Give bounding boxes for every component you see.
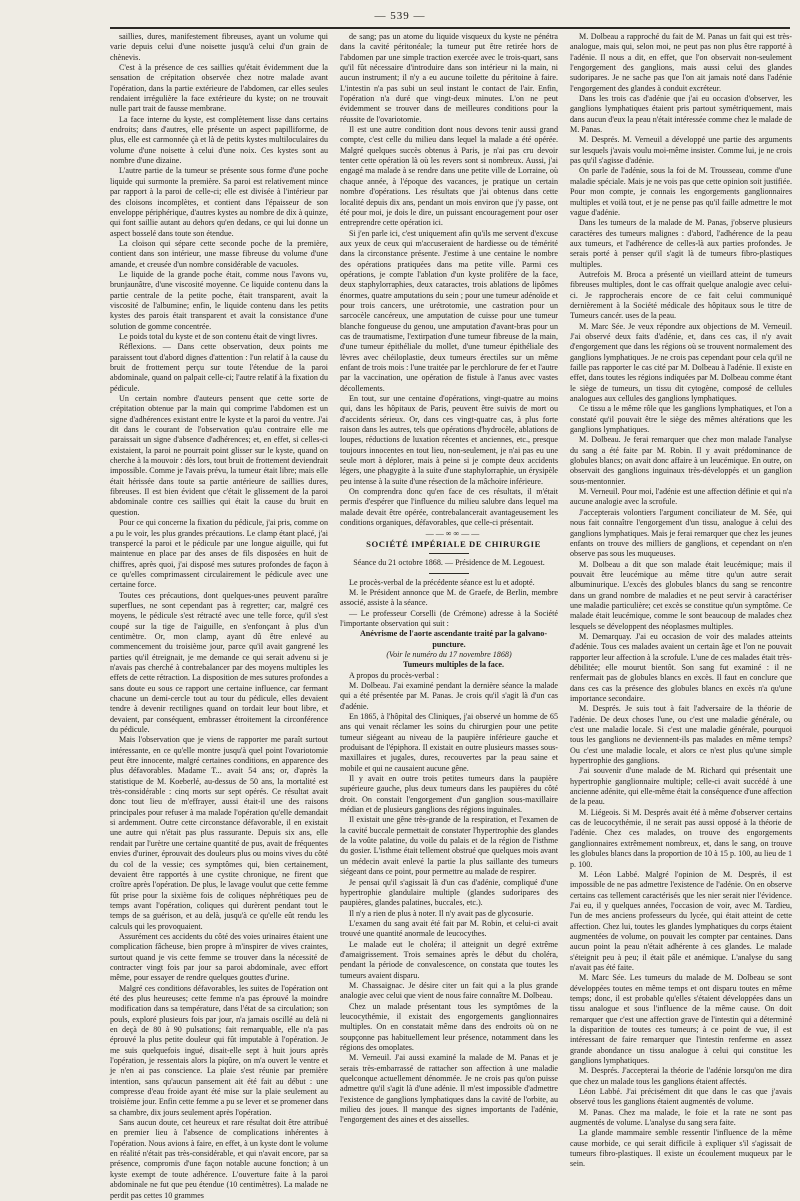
paragraph: Il y avait en outre trois petites tumeurs dans la paupière supérieure gauche, plus deux tumeurs dans les paupières du côté droit. On constait l'engorgement d'un ganglion sous-maxillaire médian et de plusieurs ganglions des régions inguinales. [340, 774, 558, 815]
session-line: Séance du 21 octobre 1868. — Présidence de M. Legouest. [353, 558, 545, 568]
paragraph: Pour ce qui concerne la fixation du pédicule, j'ai pris, comme on a pu le voir, les plus grandes précautions. Le clamp étant placé, j'ai transpercé la paroi et le pédicule par une longue aiguille, qui fut maintenue en place par des anses de fils disposées en huit de chiffres, après quoi, j'ai disposé mes sutures profondes de façon à ce qu'elles comprimassent circulairement le pédicule avec une certaine force. [110, 518, 328, 590]
paragraph: Le malade eut le choléra; il atteignit un degré extrême d'amaigrissement. Trois semaines après le début du choléra, pendant la période de convalescence, on constata que toutes les tumeurs avaient disparu. [340, 939, 558, 980]
paragraph: de sang; pas un atome du liquide visqueux du kyste ne pénétra dans la cavité péritonéale; la tumeur put être retirée hors de l'abdomen par une simple traction exercée avec le trois-quart, sans qu'il fût nécessaire d'introduire dans son intérieur ni la main, ni aucun instrument; il n'y a eu aucune toilette du péritoine à faire. L'intestin n'a pas subi un seul instant le contact de l'air. Enfin, l'opération n'a duré que vingt-deux minutes. L'on ne peut évidemment se trouver dans de meilleures conditions pour la réussite de l'ovariotomie. [340, 32, 558, 124]
heading-rule [429, 553, 469, 554]
paragraph: Assurément ces accidents du côté des voies urinaires étaient une complication fâcheuse, bien propre à m'inspirer de vives craintes, surtout quand je vis cette femme se trouver dans la nécessité de contracter vingt fois par jour sa paroi abdominale, avec effort même, pour essayer de rendre quelques gouttes d'urine. [110, 931, 328, 983]
paragraph: Un certain nombre d'auteurs pensent que cette sorte de crépitation obtenue par la main qui comprime l'abdomen est un signe d'adhérences existant entre le kyste et la paroi du ventre. J'ai dit dans le courant de l'observation qu'au contraire elle me paraissait un signe d'absence d'adhérences; et, en effet, si celles-ci existaient, la paroi ne pourrait point glisser sur le kyste, quand on cherche à la mouvoir : dès lors, tout bruit de frottement deviendrait impossible. Comme je l'avais prévu, la tumeur était libre; mais elle était hérissée dans toute sa partie antérieure de saillies dures, fibreuses. Il est bien évident que c'était le glissement de la paroi abdominale contre ces saillies qui était la cause du bruit en question. [110, 394, 328, 517]
paragraph: Je pensai qu'il s'agissait là d'un cas d'adénie, compliqué d'une hypertrophie glandulaire multiple (glandes sudoripares des paupières, glandes palatines, buccales, etc.). [340, 877, 558, 908]
paragraph: Réflexions. — Dans cette observation, deux points me paraissent tout d'abord dignes d'attention : l'un relatif à la cause du bruit de frottement perçu sur toute l'étendue de la paroi abdominale, quand on palpait celle-ci; l'autre relatif à la fixation du pédicule. [110, 342, 328, 393]
paragraph: Dans les trois cas d'adénie que j'ai eu occasion d'observer, les ganglions lymphatiques étaient pris partout symétriquement, mais dans aucun d'eux la peau n'était intéressée comme chez le malade de M. Panas. [570, 94, 792, 135]
column-right [570, 32, 792, 1170]
paragraph: Léon Labbé. J'ai précisément dit que dans le cas que j'avais observé tous les ganglions étaient augmentés de volume. [570, 1087, 792, 1107]
paragraph: La glande mammaire semble ressentir l'influence de la même cause morbide, ce qui serait difficile à expliquer s'il s'agissait de tumeurs fibro-plastiques. Il existe un écoulement muqueux par le sein. [570, 1128, 792, 1169]
paragraph: Si j'en parle ici, c'est uniquement afin qu'ils me servent d'excuse aux yeux de ceux qui m'accuseraient de hardiesse ou de témérité dans la circonstance présente. J'estime à une centaine le nombre des opérations pratiquées dans ma petite ville. Parmi ces opérations, je compte l'ablation d'un kyste prolifère de la face, deux staphylorraphies, deux cataractes, trois ablations de lipômes énormes, quatre amputations du sein ; pour une tumeur adénoïde et pour trois cancers, une urétrotomie, une castration pour un sarcocèle cancéreux, une amputation de cuisse pour une tumeur blanche fongueuse du genou, une amputation d'avant-bras pour un cas de traumatisme, l'extirpation d'une tumeur fibreuse de la main, d'une tumeur épithéliale du mollet, d'une tumeur épithéliale des lèvres avec chéiloplastie, deux tumeurs érectiles sur un même enfant de trois mois : l'une traitée par le perchlorure de fer et l'autre par la vaccination, une opération de fistule à l'anus avec vastes décollements. [340, 228, 558, 393]
paragraph: On parle de l'adénie, sous la foi de M. Trousseau, comme d'une maladie spéciale. Mais je ne vois pas que cette opinion soit justifiée. Pour mon compte, je connais les engorgements ganglionnaires multiples et voilà tout, et je ne pense pas qu'il faille admettre le mot vague d'adénie. [570, 166, 792, 217]
paragraph: A propos du procès-verbal : [349, 670, 439, 680]
paragraph: M. Dolbeau. Je ferai remarquer que chez mon malade l'analyse du sang a été faite par M. Robin. Il y avait prédominance de globules blancs; on avait donc affaire à un leucémique. En outre, on observait des ganglions inguinaux très-développés et un ganglion sous-mentonnier. [570, 435, 792, 486]
society-heading: SOCIÉTÉ IMPÉRIALE DE CHIRURGIE [366, 538, 541, 549]
article-continuation [340, 32, 558, 529]
paragraph: Autrefois M. Broca a présenté un vieillard atteint de tumeurs fibreuses multiples, dont le cas offrait quelque analogie avec celui-ci. Je rapprocherais encore de ce fait celui communiqué dernièrement à la Société médicale des hôpitaux sous le titre de Tumeurs cancér. uses de la peau. [570, 269, 792, 321]
paragraph: Le poids total du kyste et de son contenu était de vingt livres. [119, 331, 318, 341]
aneurysm-heading: Anévrisme de l'aorte ascendante traité par la galvano-puncture. [359, 629, 548, 649]
tumors-heading: Tumeurs multiples de la face. [402, 660, 505, 670]
paragraph: Sans aucun doute, cet heureux et rare résultat doit être attribué en premier lieu à l'absence de complications inhérentes à l'opération. Nous avions à faire, en effet, à un kyste dont le volume en réalité n'était pas très-considérable, et qui n'avait encore, par sa présence, compromis d'une façon notable aucune fonction; à un kyste exempt de toute adhérence. L'ouverture faite à la paroi abdominale ne fut que peu étendue (10 centimètres). La malade ne perdit pas cettes 10 grammes [110, 1118, 328, 1200]
paragraph: Toutes ces précautions, dont quelques-unes peuvent paraître superflues, ne sont cependant pas à regretter; car, malgré ces moyens, le pédicule s'est rétracté avec une telle force, qu'il s'est coupé sur la tige de l'aiguille, en s'enfonçant à plus d'un centimètre. Or, mon clamp, ayant dû être enlevé au commencement du troisième jour, parce qu'il avait gangrené les parties qu'il étreignait, je me demande ce qui serait advenu si je n'avais pas cherché à contrebalancer par des moyens multiples les effets de cette rétraction. La disposition de mes sutures profondes a sans doute eu sous ce rapport une certaine influence, car fermant chacune un demi-cercle tout au tour du pédicule, elles devaient tendre à devenir rectilignes quand on tordait leur bout libre, et devaient, par conséquent, embrasser étroitement la circonférence du pédicule. [110, 590, 328, 735]
paragraph: M. Marc Sée. Les tumeurs du malade de M. Dolbeau se sont développées toutes en même temps et ont disparu toutes en même temps; donc, il est probable qu'elles s'étaient développées dans un tissu analogue et sous l'influence de la même cause. On doit remarquer que c'est une affection grave de l'intestin qui a déterminé la disparition de toutes ces tumeurs; à ce point de vue, il est intéressant de faire remarquer que l'intestin renferme en assez grande abondance un tissu analogue à celui qui constitue les ganglions lymphatiques. [570, 973, 792, 1066]
aneurysm-reference: (Voir le numéro du 17 novembre 1868) [386, 649, 512, 659]
paragraph: M. Dolbeau a dit que son malade était leucémique; mais il pouvait être leucémique au même titre qu'un autre serait albuminurique. L'excès des globules blancs du sang se rencontre dans un grand nombre de maladies et ne peut servir à caractériser une maladie particulière; cet excès se constitue qu'un symptôme. Ce malade était leucémique, comme le sont beaucoup de malades chez lesquels se développent des néoplasmes multiples. [570, 559, 792, 631]
paragraph: L'examen du sang avait été fait par M. Robin, et celui-ci avait trouvé une quantité anormale de leucocythes. [340, 918, 558, 939]
section-separator: ——∞∞—— [425, 528, 482, 538]
paragraph: saillies, dures, manifestement fibreuses, ayant un volume qui varie depuis celui d'une noisette jusqu'à celui d'un grain de chènevis. [110, 32, 328, 62]
paragraph: M. Léon Labbé. Malgré l'opinion de M. Després, il est impossible de ne pas admettre l'existence de l'adénie. On en observe certains cas tellement caractérisés que les nier serait nier l'évidence. J'ai eu, il y quelques années, l'occasion de voir, avec M. Tardieu, l'un de mes anciens professeurs du lycée, qui était atteint de cette affection. Chez lui, toutes les glandes lymphatiques du corps étaient augmentées de volume, on pouvait les compter par centaines. Dans aucun point la peau n'était adhérente à ces glandes. Le malade s'éteignit peu à peu; il était pâle et anémique. L'analyse du sang n'avait pas été faite. [570, 869, 792, 972]
paragraph: En 1865, à l'hôpital des Cliniques, j'ai observé un homme de 65 ans qui venait réclamer les soins du chirurgien pour une petite tumeur siégeant au niveau de la paupière inférieure gauche et produisant de l'épiphora. Il existait en outre plusieurs masses sous-maxillaires et jugales, dures, recouvertes par la peau saine et mobile et qui ne causaient aucune gêne. [340, 712, 558, 773]
paragraph: M. Chassaignac. Je désire citer un fait qui a la plus grande analogie avec celui que vient de nous faire connaître M. Dolbeau. [340, 980, 558, 1001]
paragraph: La cloison qui sépare cette seconde poche de la première, contient dans son intérieur, une masse fibreuse du volume d'une amande, et creusée d'un nombre considérable de vacuoles. [110, 238, 328, 269]
header-rule [110, 27, 790, 29]
paragraph: Chez un malade présentant tous les symptômes de la leucocythémie, il existait des engorgements ganglionnaires multiples. On en constatait même dans des endroits où on ne soupçonne pas habituellement leur présence, notamment dans les régions des omoplates. [340, 1001, 558, 1052]
tumors-discussion [340, 671, 558, 1126]
paragraph: Il est une autre condition dont nous devons tenir aussi grand compte, c'est celle du milieu dans lequel la malade a été opérée. Malgré quelques succès obtenus à Paris, je n'ai pas cru devoir tenter cette opération là où les revers sont si nombreux. Aussi, j'ai engagé ma malade à se rendre dans une petite ville de Lorraine, où chaque année, à l'époque des vacances, je pratique un certain nombre d'opérations. Les résultats que j'ai obtenus dans cette localité depuis dix ans, pendant un mois environ que j'y passe, ont été pour moi, je dois le dire, un puissant encouragement pour oser entreprendre cette opération ici. [340, 125, 558, 228]
paragraph: Dans les tumeurs de la malade de M. Panas, j'observe plusieurs caractères des tumeurs malignes : d'abord, l'adhérence de la peau aux tumeurs, et l'adhérence de celles-là aux parties profondes. Je serais porté à penser qu'il s'agit là de tumeurs fibro-plastiques multiples. [570, 218, 792, 269]
paragraph: M. Panas. Chez ma malade, le foie et la rate ne sont pas augmentés de volume. L'analyse du sang sera faite. [570, 1107, 792, 1128]
paragraph: En tout, sur une centaine d'opérations, vingt-quatre au moins qui, dans les hôpitaux de Paris, peuvent être suivis de mort ou d'accidents sérieux. Or, dans ces vingt-quatre cas, à plus forte raison dans les autres, tels que opérations d'hydrocèle, ablations de loupes, réductions de luxation récentes et anciennes, etc., presque toujours innocentes en tout lieu, non-seulement, je n'ai pas eu une seule mort à déplorer, mais à peine si je compte deux accidents légers, une phagygite à la suite d'une staphylorraphie, un érysipèle peu intense à la suite d'une résection de la mâchoire inférieure. [340, 394, 558, 486]
paragraph: C'est à la présence de ces saillies qu'était évidemment due la sensation de crépitation observée chez notre malade avant l'opération, dans la partie extérieure de l'abdomen, car elles seules rendaient irrégulière la face extérieure du kyste; on ne trouvait nulle part trait de fausse membrane. [110, 63, 328, 114]
paragraph: M. Liégeois. Si M. Després avait été à même d'observer certains cas de leucocythémie, il ne serait pas aussi opposé à la théorie de l'adénie. Chez ces malades, on trouve des engorgements ganglionnaires extrêmement nombreux, et, dans le sang, on trouve les globules blancs dans la proportion de 10 à 15 p. 100, au lieu de 1 p. 100. [570, 807, 792, 869]
paragraph: M. Verneuil. Pour moi, l'adénie est une affection définie et qui n'a aucune analogie avec la scrofule. [570, 487, 792, 507]
paragraph: Le liquide de la grande poche était, comme nous l'avons vu, brunjaunâtre, d'une viscosité moyenne. Ce liquide contenu dans la partie centrale de la petite poche, était transparent, avait la viscosité de l'albumine; enfin, le liquide contenu dans les petits kystes des parois était transparent et avait la consistance d'une solution de gomme concentrée. [110, 269, 328, 331]
session-paragraphs [340, 578, 558, 630]
paragraph: J'accepterais volontiers l'argument conciliateur de M. Sée, qui nous fait connaître l'engorgement d'un tissu, analogue à celui des ganglions lymphatiques. Mais je ferai remarquer que chez les jeunes enfants on trouve des milliers de ganglions, et cependant on n'en observe pas sous les muqueuses. [570, 507, 792, 559]
paragraph: Le procès-verbal de la précédente séance est lu et adopté. [349, 577, 535, 587]
paragraph: M. Dolbeau. J'ai examiné pendant la dernière séance la malade qui a été présentée par M. Panas. Je crois qu'il s'agit là d'un cas d'adénie. [340, 680, 558, 711]
paragraph: M. Després. M. Verneuil a développé une partie des arguments sur lesquels j'avais voulu moi-même insister. Comme lui, je ne crois pas qu'il s'agisse d'adénie. [570, 135, 792, 166]
paragraph: La face interne du kyste, est complètement lisse dans certains endroits; dans d'autres, elle présente un aspect papilliforme, de plus, elle est carmonnée çà et là de petits kystes multiloculaires du volume d'une noisette à celui d'une noix. Ces kystes sont au nombre d'une dizaine. [110, 114, 328, 166]
paragraph: L'autre partie de la tumeur se présente sous forme d'une poche liquide qui surmonte la première. Sa paroi est relativement mince par rapport à la paroi de celle-ci; elle est divisée à l'intérieur par des cloisons incomplètes, et contient dans l'épaisseur de son enveloppe périphérique, d'autres kystes au nombre de dix à quinze, qui font saillie autant au dehors qu'en dedans, ce qui lui donne un aspect bosselé dans toute son étendue. [110, 166, 328, 238]
paragraph: M. Verneuil. J'ai aussi examiné la malade de M. Panas et je serais très-embarrassé de rattacher son affection à une maladie quelconque actuellement dénommée. Je ne crois pas qu'on puisse admettre qu'il s'agit là d'une adénie. Il m'est impossible d'admettre l'existence de ganglions lymphatiques dans la cavité de l'orbite, au milieu des joues. Il manque des signes importants de l'adénie, l'engorgement des aines et des aisselles. [340, 1053, 558, 1125]
paragraph: M. le Président annonce que M. de Graefe, de Berlin, membre associé, assiste à la séance. [340, 587, 558, 608]
paragraph: Malgré ces conditions défavorables, les suites de l'opération ont été des plus heureuses; cette femme n'a pas éprouvé la moindre modification dans sa température, dans l'état de sa circulation; son pouls, exploré plusieurs fois par jour, n'a jamais oscillé au delà ni en deçà de 80 à 90 pulsations; fait remarquable, elle n'a pas éprouvé la plus petite douleur qui fût imputable à l'opération. Je me suis quelquefois ingué, disait-elle sept à huit jours après l'opération, je ressentais alors la piqûre, on m'a ouvert le ventre et je n'en ai pas conscience. La plaie s'est réunie par première intention, sans qu'aucun pansement ait été fait au début : une compresse d'eau froide ayant été mise sur la plaie seulement au troisième jour. Enfin cette femme a pu se lever et se promener dans sa chambre, dix jours seulement après l'opération. [110, 983, 328, 1117]
paragraph: M. Demarquay. J'ai eu occasion de voir des malades atteints d'adénie. Tous ces malades avaient un certain âge et l'on ne pouvait rapporter leur affection à la scrofule. L'une de ces malades était très-débilitée; elle mourut bientôt. Son sang fut examiné : il ne renfermait pas de globules blancs en excès. Il faut en conclure que dans ces cas la présence des globules blancs en excès n'a qu'une importance secondaire. [570, 631, 792, 703]
column-left [110, 32, 328, 1200]
paragraph: J'ai souvenir d'une malade de M. Richard qui présentait une hypertrophie ganglionnaire multiple; celle-ci avait succédé à une ancienne adénite, qui elle-même était la conséquence d'une affection de la peau. [570, 766, 792, 807]
paragraph: On comprendra donc qu'en face de ces résultats, il m'était permis d'espérer que l'influence du milieu salubre dans lequel ma malade devait être opérée, contrebalancerait avantageusement les conditions organiques, défavorables, que celle-ci présentait. [340, 487, 558, 528]
paragraph: Ce tissu a le même rôle que les ganglions lymphatiques, et l'on a constaté qu'il pouvait être le siège des mêmes altérations que les ganglions lymphatiques. [570, 404, 792, 435]
paragraph: M. Marc Sée. Je veux répondre aux objections de M. Verneuil. J'ai observé deux faits d'adénie, et, dans ces cas, il n'y avait d'engorgement que dans les régions où se trouvent normalement des ganglions lymphatiques. Je ne crois pas cependant pour cela qu'il ne faille pas rapporter le cas cité par M. Dolbeau à l'adénie. Il existe en effet, dans toutes les régions indiquées par M. Dolbeau comme étant le siège de tumeurs, un tissu dit cytogène, composé de cellules analogues aux cellules des ganglions lymphatiques. [570, 321, 792, 404]
column-middle [340, 32, 558, 1170]
paragraph: Il existait une gêne très-grande de la respiration, et l'examen de la cavité buccale permettait de constater l'hypertrophie des glandes de la voûte palatine, du voile du palais et de la région de l'isthme du gosier. L'isthme était tellement obstrué que quelques mois avant un médecin avait enlevé la partie la plus saillante des tumeurs siégeant dans ce point, pour permettre au malade de respirer. [340, 815, 558, 877]
paragraph: Il n'y a rien de plus à noter. Il n'y avait pas de glycosurie. [349, 908, 534, 918]
heading-rule [429, 573, 469, 574]
paragraph: M. Després. J'accepterai la théorie de l'adénie lorsqu'on me dira que chez un malade tous les ganglions étaient affectés. [570, 1066, 792, 1086]
paragraph: Mais l'observation que je viens de rapporter me paraît surtout intéressante, en ce qu'elle montre jusqu'à quel point l'ovariotomie peut être innocente, malgré certaines conditions, en apparence des plus défavorables. Madame T... avait 54 ans; or, d'après la statistique de M. Koeberlé, au-dessus de 50 ans, la mortalité est très-considérable : cinq morts sur sept opérés. Ce résultat avait donc tout lieu de m'effrayer, aussi était-il une des raisons principales pour refuser à ma malade l'opération qu'elle demandait si ardemment. Outre cette circonstance défavorable, il en existait une autre qui n'était pas plus rassurante. Depuis six ans, elle rendait par l'urètre une certaine quantité de pus, avait de fréquentes envies d'uriner, éprouvait des douleurs plus ou moins vives du côté du col de la vessie; ces symptômes qui, bien certainement, devaient être rapportés à une cystite chronique, ne firent que croître après l'opération. De plus, le lavage voulut que cette femme fût prise pour la sixième fois de coliques néphrétiques peu de temps avant l'opération, coliques qui durèrent pendant tout le temps de sa guérison, et au delà, jusqu'à ce qu'elle eût rendu les calculs qui les provoquaient. [110, 735, 328, 931]
paragraph: — Le professeur Corselli (de Crémone) adresse à la Société l'importante observation qui suit : [340, 608, 558, 628]
paragraph: M. Dolbeau a rapproché du fait de M. Panas un fait qui est très-analogue, mais qui, selon moi, ne peut pas non plus être rapporté à l'adénie. Il nous a dit, en effet, que l'on observait non-seulement l'engorgement des ganglions, mais aussi celui des glandes sudoripares. Je ne sache pas que l'on ait jamais noté dans l'adénie l'engorgement des glandes à conduit excréteur. [570, 32, 792, 93]
paragraph: M. Després. Je suis tout à fait l'adversaire de la théorie de l'adénie. De deux choses l'une, ou c'est une maladie générale, ou c'est une maladie locale. Si c'est une maladie générale, pourquoi tous les ganglions ne deviennent-ils pas malades en même temps? Ou c'est une maladie locale, et alors ce n'est plus qu'une simple hypertrophie des ganglions. [570, 704, 792, 766]
page-number: — 539 — [374, 10, 426, 22]
